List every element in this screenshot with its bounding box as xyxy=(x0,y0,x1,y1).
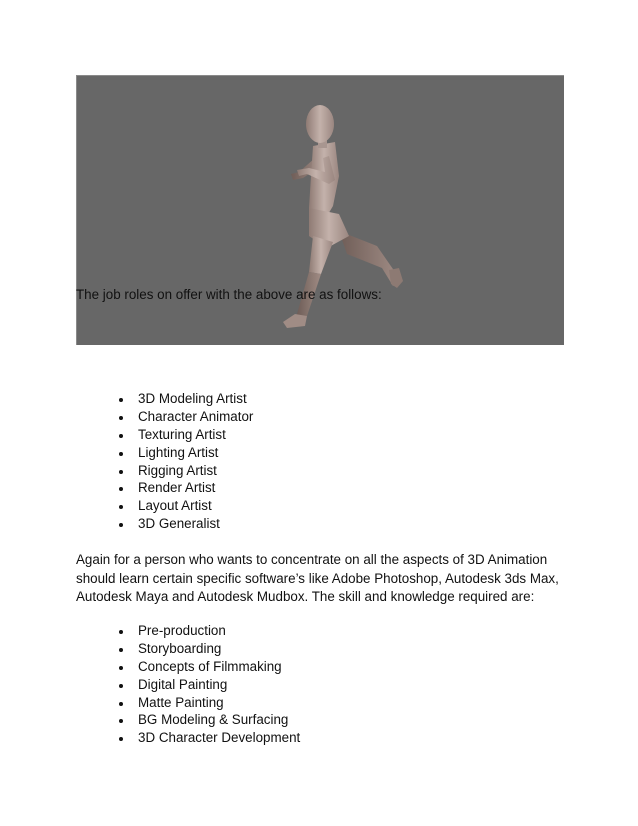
list-item: Concepts of Filmmaking xyxy=(116,658,300,676)
list-item: Matte Painting xyxy=(116,694,300,712)
list-item: Pre-production xyxy=(116,622,300,640)
list-item: BG Modeling & Surfacing xyxy=(116,711,300,729)
body-paragraph: Again for a person who wants to concentrate on all the aspects of 3D Animation should learn certain specific software’s like Adobe Photoshop, Autodesk 3ds Max, Autodesk Maya and Autodesk Mudbox. The skill and knowledge required are: xyxy=(76,552,559,604)
bullet-icon xyxy=(119,702,123,706)
skills-list xyxy=(116,622,300,747)
mannequin-illustration xyxy=(77,76,564,345)
list-item: Character Animator xyxy=(116,408,253,426)
bullet-icon xyxy=(119,630,123,634)
list-item: 3D Character Development xyxy=(116,729,300,747)
bullet-icon xyxy=(119,523,123,527)
bullet-icon xyxy=(119,470,123,474)
list-item: Digital Painting xyxy=(116,676,300,694)
list-item: Render Artist xyxy=(116,479,253,497)
bullet-icon xyxy=(119,666,123,670)
bullet-icon xyxy=(119,648,123,652)
bullet-icon xyxy=(119,434,123,438)
bullet-icon xyxy=(119,398,123,402)
list-item: Layout Artist xyxy=(116,497,253,515)
list-item: 3D Generalist xyxy=(116,515,253,533)
list-item: Texturing Artist xyxy=(116,426,253,444)
bullet-icon xyxy=(119,452,123,456)
list-item: 3D Modeling Artist xyxy=(116,390,253,408)
bullet-icon xyxy=(119,487,123,491)
bullet-icon xyxy=(119,719,123,723)
list-item: Storyboarding xyxy=(116,640,300,658)
list-item: Lighting Artist xyxy=(116,444,253,462)
bullet-icon xyxy=(119,737,123,741)
list-item: Rigging Artist xyxy=(116,462,253,480)
bullet-icon xyxy=(119,684,123,688)
intro-text: The job roles on offer with the above are as follows: xyxy=(76,287,382,302)
bullet-icon xyxy=(119,416,123,420)
running-mannequin-image xyxy=(76,75,564,345)
bullet-icon xyxy=(119,505,123,509)
job-roles-list xyxy=(116,390,253,533)
